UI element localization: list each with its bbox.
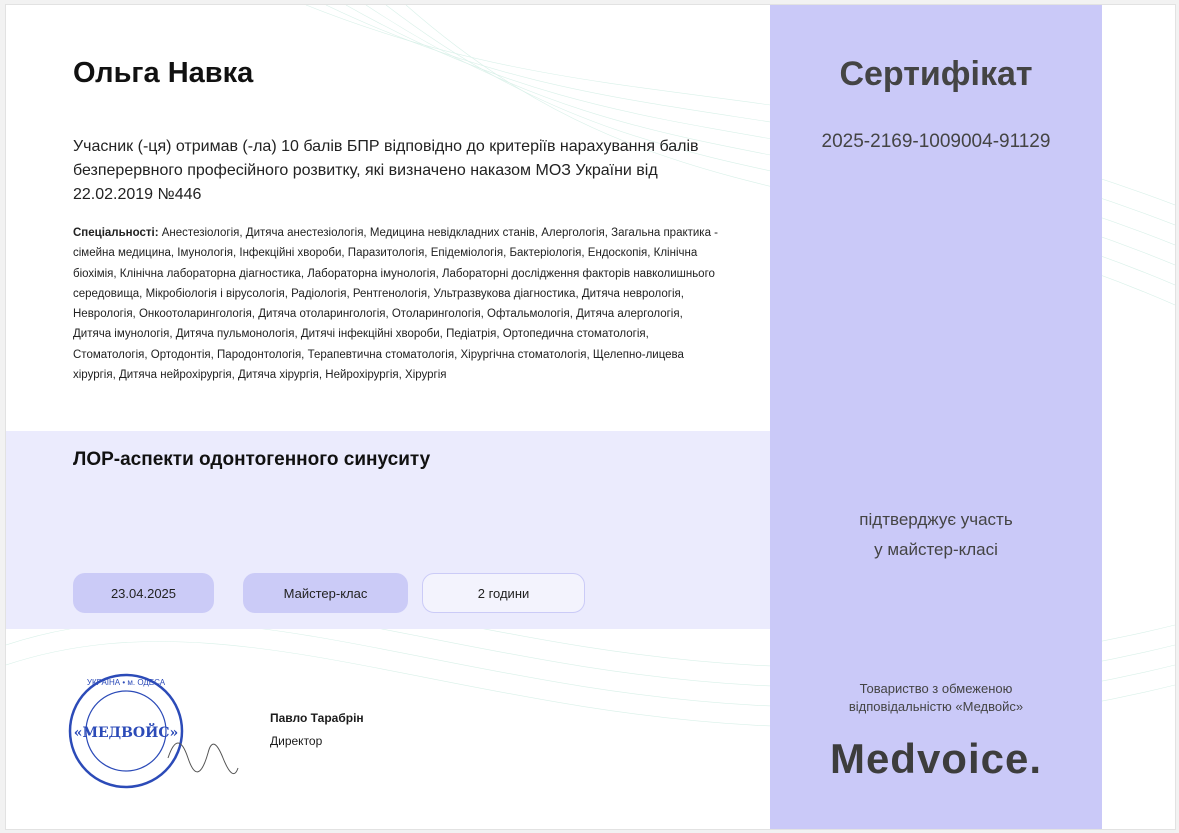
certificate-page (5, 4, 1176, 830)
specialties (73, 223, 723, 385)
format-pill: Майстер-клас (243, 573, 408, 613)
organization-line-2: відповідальністю «Медвойс» (848, 699, 1024, 714)
signatory-name: Павло Тарабрін (270, 711, 364, 725)
certificate-number: 2025-2169-1009004-91129 (821, 131, 1051, 152)
confirmation-text (770, 505, 1102, 565)
medvoice-logo: Medvoice. (829, 735, 1043, 782)
specialties-label: Спеціальності: (73, 227, 159, 239)
duration-pill: 2 години (422, 573, 585, 613)
svg-text:«МЕДВОЙС»: «МЕДВОЙС» (73, 725, 179, 741)
specialties-list: Анестезіологія, Дитяча анестезіологія, Медицина невідкладних станів, Алергологія, Загальна практика - сімейна медицина, Імунологія, Інфекційні хвороби, Паразитологія, Епідеміологія, Бактеріологія, Ендоскопія, Клінічна біохімія, Клінічна лабораторна діагностика, Лабораторна імунологія, Лабораторні дослідження факторів навколишнього середовища, Мікробіологія і вірусологія, Радіологія, Рентгенологія, Ультразвукова діагностика, Дитяча неврологія, Неврологія, Онкоотоларингологія, Дитяча отоларингологія, Отоларингологія, Офтальмологія, Дитяча алергологія, Дитяча імунологія, Дитяча пульмонологія, Дитячі інфекційні хвороби, Педіатрія, Ортопедична стоматологія, Стоматологія, Ортодонтія, Пародонтологія, Терапевтична стоматологія, Хірургічна стоматологія, Щелепно-лицева хірургія, Дитяча нейрохірургія, Дитяча хірургія, Нейрохірургія, Хірургія (73, 227, 719, 382)
confirmation-line-1: підтверджує участь (859, 510, 1013, 529)
organization-name (770, 680, 1102, 716)
confirmation-line-2: у майстер-класі (874, 540, 998, 559)
intro-text: Учасник (-ця) отримав (-ла) 10 балів БПР відповідно до критеріїв нарахування балів безперервного професійного розвитку, які визначено наказом МОЗ України від 22.02.2019 №446 (73, 138, 699, 203)
signatory-role: Директор (270, 734, 323, 748)
participant-name: Ольга Навка (73, 57, 254, 89)
company-stamp-icon (68, 673, 258, 793)
date-pill: 23.04.2025 (73, 573, 214, 613)
course-title: ЛОР-аспекти одонтогенного синуситу (73, 449, 431, 470)
organization-line-1: Товариство з обмеженою (859, 681, 1013, 696)
certificate-title: Сертифікат (839, 55, 1033, 93)
svg-text:УКРАЇНА • м. ОДЕСА: УКРАЇНА • м. ОДЕСА (86, 678, 166, 687)
